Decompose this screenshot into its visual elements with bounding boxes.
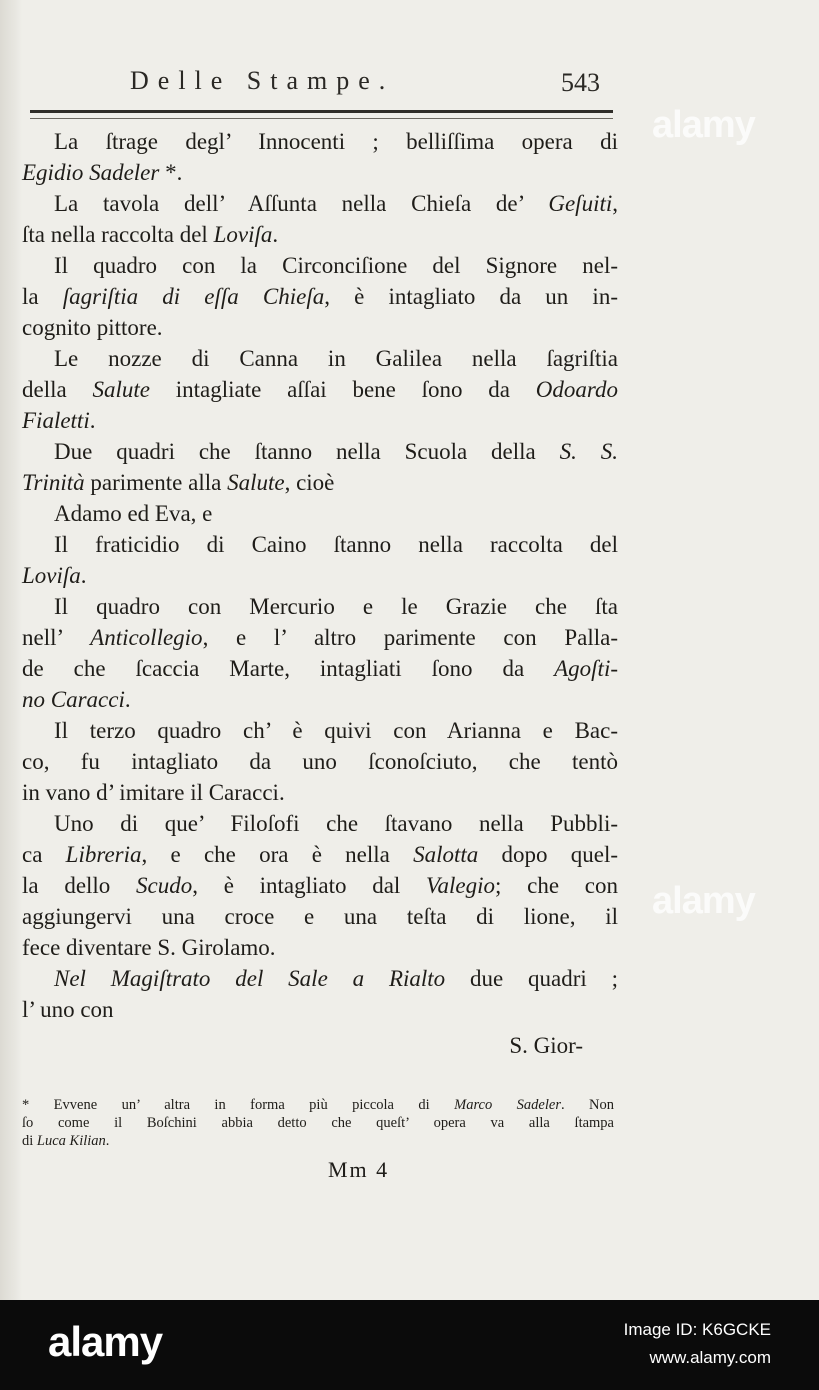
text-segment: cognito pittore. <box>22 315 163 340</box>
text-segment: , cioè <box>284 470 335 495</box>
text-line <box>22 622 618 653</box>
text-line <box>22 157 618 188</box>
catchword: S. Gior- <box>509 1033 583 1058</box>
text-line <box>22 498 618 529</box>
italic-text: Egidio Sadeler <box>22 160 160 185</box>
italic-text: Salute <box>227 470 285 495</box>
italic-text: S. S. <box>559 439 619 464</box>
text-segment: . <box>89 408 96 433</box>
italic-text: ſagriſtia di eſſa Chieſa <box>62 284 325 309</box>
text-segment: . <box>272 222 279 247</box>
text-line <box>22 932 618 963</box>
text-segment: della <box>22 377 93 402</box>
text-segment: de che ſcaccia Marte, intagliati ſono da <box>22 656 555 681</box>
page-number: 543 <box>561 68 600 97</box>
text-segment: * Evvene un’ altra in forma più piccola di <box>22 1097 455 1113</box>
page-gutter <box>0 0 22 1300</box>
running-title: Delle Stampe. <box>130 66 395 95</box>
text-segment: *. <box>159 160 183 185</box>
text-line <box>22 963 618 994</box>
text-line <box>22 250 618 281</box>
signature-mark: Mm 4 <box>328 1157 390 1182</box>
watermark: alamy <box>652 880 755 922</box>
text-line <box>22 591 618 622</box>
header-rule <box>30 110 613 119</box>
italic-text: Salotta <box>413 842 479 867</box>
text-line <box>22 374 618 405</box>
text-segment: . Non <box>560 1097 614 1113</box>
text-line <box>22 312 618 343</box>
text-line <box>22 777 618 808</box>
italic-text: Odoardo <box>535 377 618 402</box>
body-text <box>22 126 618 1025</box>
italic-text: Loviſa <box>213 222 273 247</box>
alamy-logo: alamy <box>48 1318 163 1365</box>
text-segment: Il quadro con Mercurio e le Grazie che ſta <box>54 594 618 619</box>
text-line <box>22 405 618 436</box>
text-segment: l’ uno con <box>22 997 114 1022</box>
text-segment: intagliate aſſai bene ſono da <box>149 377 536 402</box>
text-segment: La tavola dell’ Aſſunta nella Chieſa de’ <box>54 191 549 216</box>
text-line <box>22 560 618 591</box>
italic-text: Fialetti <box>22 408 90 433</box>
text-segment: . <box>105 1133 110 1149</box>
text-line <box>22 219 618 250</box>
text-segment: in vano d’ imitare il Caracci. <box>22 780 285 805</box>
text-segment: dopo quel- <box>478 842 619 867</box>
text-line <box>22 653 618 684</box>
text-line <box>22 715 618 746</box>
text-segment: Due quadri che ſtanno nella Scuola della <box>54 439 560 464</box>
text-segment: Il terzo quadro ch’ è quivi con Arianna e Bac- <box>54 718 618 743</box>
text-segment: fece diventare S. Girolamo. <box>22 935 276 960</box>
text-segment: co, fu intagliato da uno ſconoſciuto, che tentò <box>22 749 618 774</box>
image-id-label: Image ID: K6GCKE <box>623 1320 771 1339</box>
text-segment: nell’ <box>22 625 91 650</box>
text-segment: La ſtrage degl’ Innocenti ; belliſſima opera di <box>54 129 618 154</box>
italic-text: Luca Kilian <box>36 1133 106 1149</box>
text-line <box>22 901 618 932</box>
running-head <box>130 66 600 102</box>
italic-text: Valegio <box>426 873 496 898</box>
italic-text: Geſuiti <box>548 191 613 216</box>
text-segment: ; che con <box>495 873 618 898</box>
italic-text: Trinità <box>22 470 85 495</box>
text-line <box>22 684 618 715</box>
footnote-line <box>22 1132 614 1150</box>
text-segment: la <box>22 284 63 309</box>
text-segment: parimente alla <box>84 470 228 495</box>
italic-text: no Caracci <box>22 687 125 712</box>
text-segment: Il fraticidio di Caino ſtanno nella raccolta del <box>54 532 618 557</box>
italic-text: Anticollegio <box>90 625 203 650</box>
text-segment: due quadri ; <box>445 966 619 991</box>
italic-text: Scudo <box>136 873 193 898</box>
italic-text: Salute <box>92 377 150 402</box>
italic-text: Libreria <box>65 842 142 867</box>
text-line <box>22 436 618 467</box>
italic-text: Marco Sadeler <box>454 1097 561 1113</box>
footnote <box>22 1096 614 1150</box>
text-line <box>22 839 618 870</box>
text-segment: ſo come il Boſchini abbia detto che queſt’ opera va alla ſtampa <box>22 1115 614 1131</box>
text-segment: , <box>612 191 618 216</box>
italic-text: Agoſti- <box>554 656 618 681</box>
italic-text: Nel Magiſtrato del Sale a Rialto <box>54 966 446 991</box>
text-segment: . <box>124 687 131 712</box>
text-segment: ſta nella raccolta del <box>22 222 214 247</box>
watermark: alamy <box>652 104 755 146</box>
text-segment: di <box>22 1133 37 1149</box>
text-segment: la dello <box>22 873 137 898</box>
text-line <box>22 529 618 560</box>
text-line <box>22 808 618 839</box>
text-line <box>22 870 618 901</box>
text-segment: , e l’ altro parimente con Palla- <box>202 625 618 650</box>
text-line <box>22 746 618 777</box>
text-line <box>22 126 618 157</box>
text-segment: , è intagliato dal <box>192 873 427 898</box>
text-segment: ca <box>22 842 66 867</box>
text-line <box>22 281 618 312</box>
text-segment: Uno di que’ Filoſofi che ſtavano nella Pubbli- <box>54 811 618 836</box>
text-segment: aggiungervi una croce e una teſta di lione, il <box>22 904 618 929</box>
text-segment: , e che ora è nella <box>141 842 414 867</box>
text-line <box>22 994 618 1025</box>
text-segment: , è intagliato da un in- <box>324 284 618 309</box>
text-segment: Il quadro con la Circonciſione del Signore nel- <box>54 253 618 278</box>
text-segment: Le nozze di Canna in Galilea nella ſagriſtia <box>54 346 618 371</box>
text-segment: . <box>80 563 87 588</box>
text-line <box>22 188 618 219</box>
footnote-line <box>22 1096 614 1114</box>
stock-footer-bar <box>0 1300 819 1390</box>
site-url: www.alamy.com <box>649 1348 771 1367</box>
text-line <box>22 467 618 498</box>
text-line <box>22 343 618 374</box>
footnote-line <box>22 1114 614 1132</box>
italic-text: Loviſa <box>22 563 81 588</box>
text-segment: Adamo ed Eva, e <box>54 501 213 526</box>
